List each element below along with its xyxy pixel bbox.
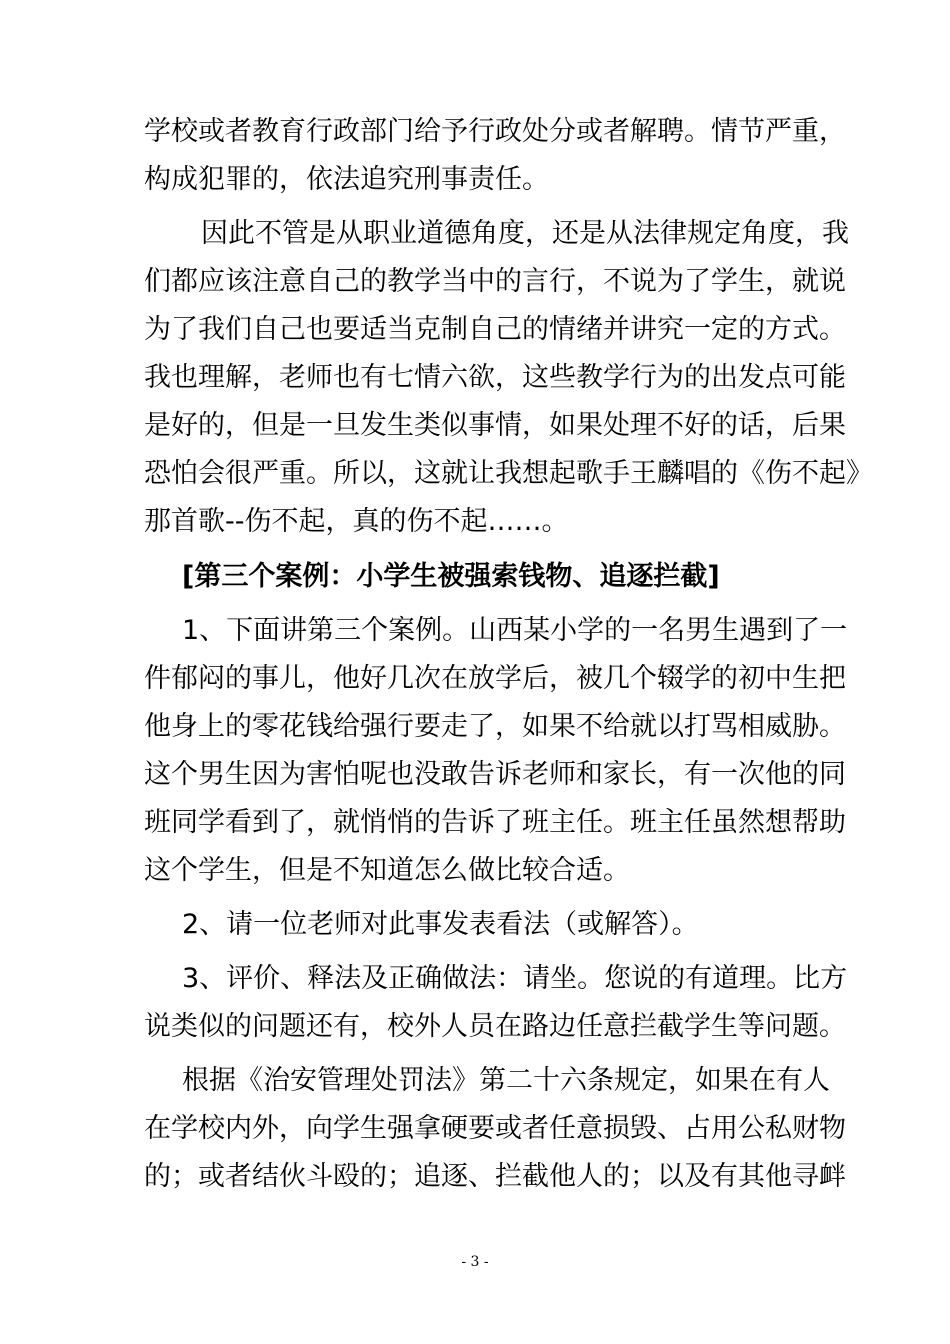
text-line-14: 这个男生因为害怕呢也没敢告诉老师和家长，有一次他的同 [144,759,846,790]
text-line-9: 那首歌--伤不起，真的伤不起……。 [144,506,569,537]
text-line-4: 们都应该注意自己的教学当中的言行，不说为了学生，就说 [144,266,846,297]
text-line-17: 2、请一位老师对此事发表看法（或解答）。 [182,909,699,940]
text-line-5: 为了我们自己也要适当克制自己的情绪并讲究一定的方式。 [144,314,846,345]
text-line-11: 1、下面讲第三个案例。山西某小学的一名男生遇到了一 [182,615,848,646]
text-line-19: 说类似的问题还有，校外人员在路边任意拦截学生等问题。 [144,1011,846,1042]
text-line-3: 因此不管是从职业道德角度，还是从法律规定角度，我 [201,218,849,249]
text-line-22: 的；或者结伙斗殴的；追逐、拦截他人的；以及有其他寻衅 [144,1161,846,1192]
text-line-18: 3、评价、释法及正确做法：请坐。您说的有道理。比方 [182,963,848,994]
text-line-7: 是好的，但是一旦发生类似事情，如果处理不好的话，后果 [144,410,846,441]
text-line-16: 这个学生，但是不知道怎么做比较合适。 [144,855,630,886]
text-line-1: 学校或者教育行政部门给予行政处分或者解聘。情节严重， [144,116,846,147]
text-line-6: 我也理解，老师也有七情六欲，这些教学行为的出发点可能 [144,362,846,393]
text-line-20: 根据《治安管理处罚法》第二十六条规定，如果在有人 [182,1065,830,1096]
text-line-21: 在学校内外，向学生强拿硬要或者任意损毁、占用公私财物 [144,1113,846,1144]
text-line-2: 构成犯罪的，依法追究刑事责任。 [144,164,549,195]
text-line-13: 他身上的零花钱给强行要走了，如果不给就以打骂相威胁。 [144,711,846,742]
section-heading: [第三个案例：小学生被强索钱物、追逐拦截] [182,561,720,592]
text-line-8: 恐怕会很严重。所以，这就让我想起歌手王麟唱的《伤不起》 [144,458,873,489]
text-line-12: 件郁闷的事儿，他好几次在放学后，被几个辍学的初中生把 [144,663,846,694]
text-line-15: 班同学看到了，就悄悄的告诉了班主任。班主任虽然想帮助 [144,807,846,838]
page-number: - 3 - [461,1254,489,1270]
